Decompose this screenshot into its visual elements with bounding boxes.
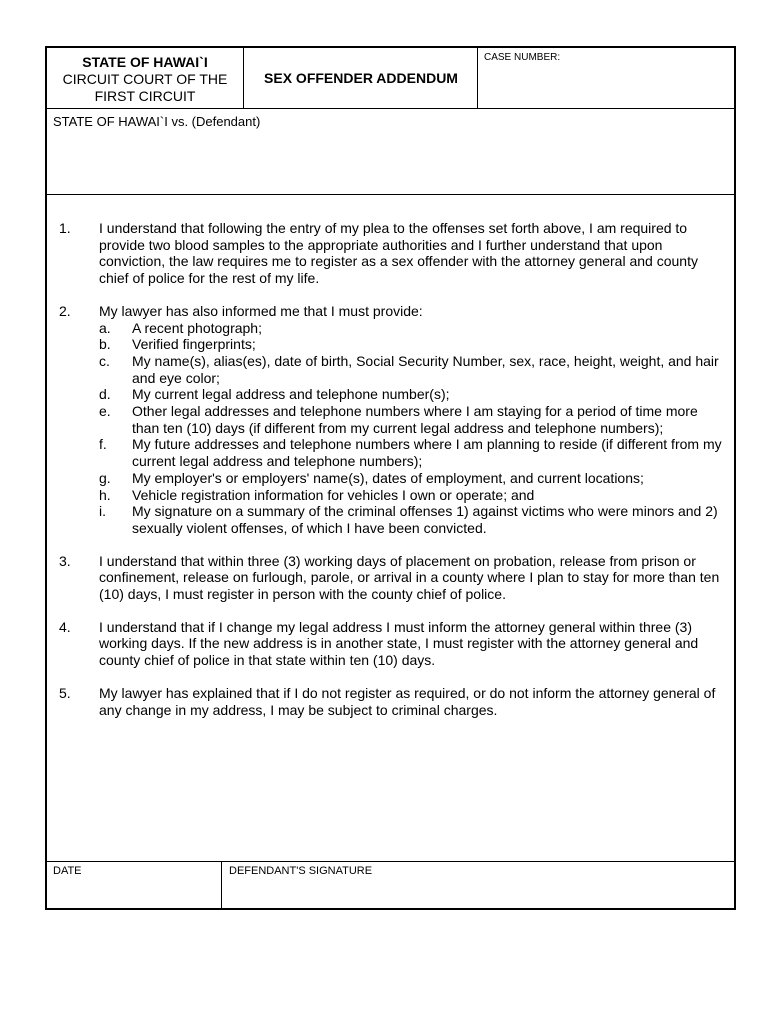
form-header	[47, 48, 734, 109]
item-text: I understand that if I change my legal address I must inform the attorney general within three (3) working days. If the new address is in another state, I must register with the attorney general and county chief of police in that state within ten (10) days.	[99, 618, 699, 669]
sub-item-a	[99, 320, 728, 337]
list-item-5	[47, 685, 734, 718]
sub-text: My employer's or employers' name(s), dates of employment, and current locations;	[132, 469, 644, 486]
case-number-field[interactable]	[478, 48, 734, 108]
sub-item-f	[99, 436, 728, 469]
parties-label: STATE OF HAWAI`I vs. (Defendant)	[53, 114, 261, 129]
sub-item-b	[99, 336, 728, 353]
form-body	[47, 220, 734, 734]
signature-row	[47, 861, 734, 909]
sub-text: My name(s), alias(es), date of birth, Social Security Number, sex, race, height, weight, and hair and eye color;	[132, 352, 719, 386]
sub-letter: a.	[99, 319, 111, 336]
sub-item-i	[99, 503, 728, 536]
list-item-1	[47, 220, 734, 287]
sub-letter: h.	[99, 486, 111, 503]
sub-letter: i.	[99, 503, 106, 520]
item-number: 4.	[59, 618, 71, 635]
sub-item-g	[99, 470, 728, 487]
sub-item-h	[99, 487, 728, 504]
item-number: 5.	[59, 684, 71, 701]
sub-item-c	[99, 353, 728, 386]
defendant-signature-field[interactable]	[223, 862, 734, 909]
defendant-field[interactable]	[47, 109, 734, 195]
sub-text: Vehicle registration information for vehicles I own or operate; and	[132, 486, 535, 503]
sub-text: My current legal address and telephone number(s);	[132, 386, 450, 403]
item-text: My lawyer has also informed me that I must provide:	[99, 302, 423, 319]
list-item-2	[47, 303, 734, 537]
sex-offender-addendum-form	[45, 46, 736, 910]
sub-item-e	[99, 403, 728, 436]
sub-item-d	[99, 386, 728, 403]
sub-letter: b.	[99, 336, 111, 353]
item-number: 1.	[59, 220, 71, 236]
sub-letter: c.	[99, 352, 110, 369]
item-text: I understand that following the entry of my plea to the offenses set forth above, I am required to provide two blood samples to the appropriate authorities and I further understand that upon conviction, the law requires me to register as a sex offender with the attorney general and county chief of police for the rest of my life.	[99, 220, 698, 287]
court-circuit: FIRST CIRCUIT	[94, 88, 196, 104]
sub-letter: g.	[99, 469, 111, 486]
date-label: DATE	[53, 865, 82, 877]
item-number: 2.	[59, 302, 71, 319]
sub-letter: f.	[99, 436, 107, 453]
sub-text: My future addresses and telephone numbers where I am planning to reside (if different from my current legal address and telephone numbers);	[132, 436, 722, 470]
date-field[interactable]	[47, 862, 222, 909]
sub-text: A recent photograph;	[132, 319, 262, 336]
item-text: I understand that within three (3) working days of placement on probation, release from prison or confinement, release on furlough, parole, or arrival in a county where I plan to stay for more than ten (10) days, I must register in person with the county chief of police.	[99, 552, 720, 603]
sub-text: Verified fingerprints;	[132, 336, 256, 353]
court-state: STATE OF HAWAI`I	[82, 54, 208, 70]
sub-letter: e.	[99, 403, 111, 420]
item-text: My lawyer has explained that if I do not register as required, or do not inform the attorney general of any change in my address, I may be subject to criminal charges.	[99, 684, 716, 718]
sub-text: My signature on a summary of the criminal offenses 1) against victims who were minors and 2) sexually violent offenses, of which I have been convicted.	[132, 503, 718, 536]
case-number-label: CASE NUMBER:	[484, 52, 561, 63]
signature-label: DEFENDANT'S SIGNATURE	[229, 865, 373, 877]
list-item-3	[47, 553, 734, 603]
court-name: CIRCUIT COURT OF THE	[62, 71, 228, 87]
list-item-4	[47, 619, 734, 669]
form-title: SEX OFFENDER ADDENDUM	[245, 48, 478, 108]
item-number: 3.	[59, 552, 71, 569]
sub-text: Other legal addresses and telephone numbers where I am staying for a period of time more than ten (10) days (if different from my current legal address and telephone numbers);	[132, 403, 698, 436]
sub-letter: d.	[99, 386, 111, 403]
court-info	[47, 48, 244, 108]
